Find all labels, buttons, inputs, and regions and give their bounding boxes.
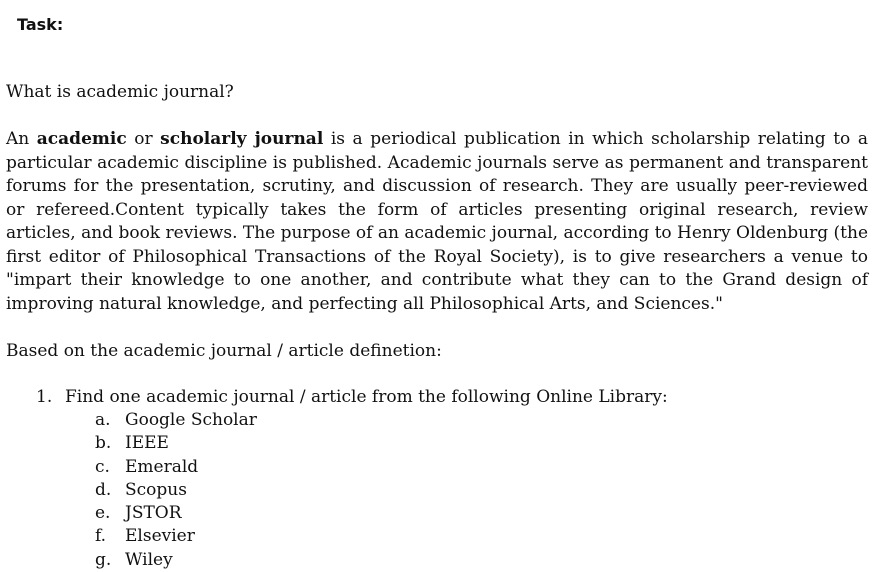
question-heading: What is academic journal? bbox=[6, 82, 234, 102]
list-item-text: Find one academic journal / article from the following Online Library: bbox=[65, 387, 668, 407]
online-library-list bbox=[95, 409, 257, 572]
list-item bbox=[95, 549, 257, 572]
library-name: IEEE bbox=[125, 433, 169, 454]
instruction-intro: Based on the academic journal / article definetion: bbox=[6, 341, 442, 361]
list-marker: f. bbox=[95, 526, 107, 547]
definition-body: is a periodical publication in which scholarship relating to a particular academic discipline is published. Academic journals serve as permanent and transparent forums for the presentation, scrutiny, and discussion of research. They are usually peer-reviewed or refereed.Content typically takes the form of articles presenting original research, review articles, and book reviews. The purpose of an academic journal, according to Henry Oldenburg (the first editor of Philosophical Transactions of the Royal Society), is to give researchers a venue to "impart their knowledge to one another, and contribute what they can to the Grand design of improving natural knowledge, and perfecting all Philosophical Arts, and Sciences." bbox=[6, 129, 868, 314]
library-name: Google Scholar bbox=[125, 410, 257, 430]
definition-connector: or bbox=[126, 129, 161, 149]
list-marker: a. bbox=[95, 410, 111, 430]
definition-paragraph bbox=[6, 128, 868, 316]
list-item bbox=[95, 479, 257, 502]
list-marker: c. bbox=[95, 456, 110, 477]
numbered-list-item bbox=[36, 386, 668, 409]
list-marker: b. bbox=[95, 433, 112, 454]
list-number: 1. bbox=[36, 387, 53, 407]
list-item bbox=[95, 432, 257, 455]
list-marker: d. bbox=[95, 479, 112, 500]
task-label: Task: bbox=[17, 15, 64, 34]
list-marker: e. bbox=[95, 503, 111, 524]
library-name: Wiley bbox=[125, 549, 173, 570]
list-item bbox=[95, 409, 257, 432]
list-item bbox=[95, 525, 257, 548]
library-name: JSTOR bbox=[125, 503, 182, 524]
definition-term-academic: academic bbox=[36, 129, 127, 149]
library-name: Emerald bbox=[125, 456, 199, 477]
definition-term-scholarly-journal: scholarly journal bbox=[160, 129, 324, 149]
list-item bbox=[95, 456, 257, 479]
list-marker: g. bbox=[95, 549, 112, 570]
list-item bbox=[95, 502, 257, 525]
library-name: Scopus bbox=[125, 479, 187, 500]
definition-lead: An bbox=[6, 129, 37, 149]
library-name: Elsevier bbox=[125, 526, 195, 547]
